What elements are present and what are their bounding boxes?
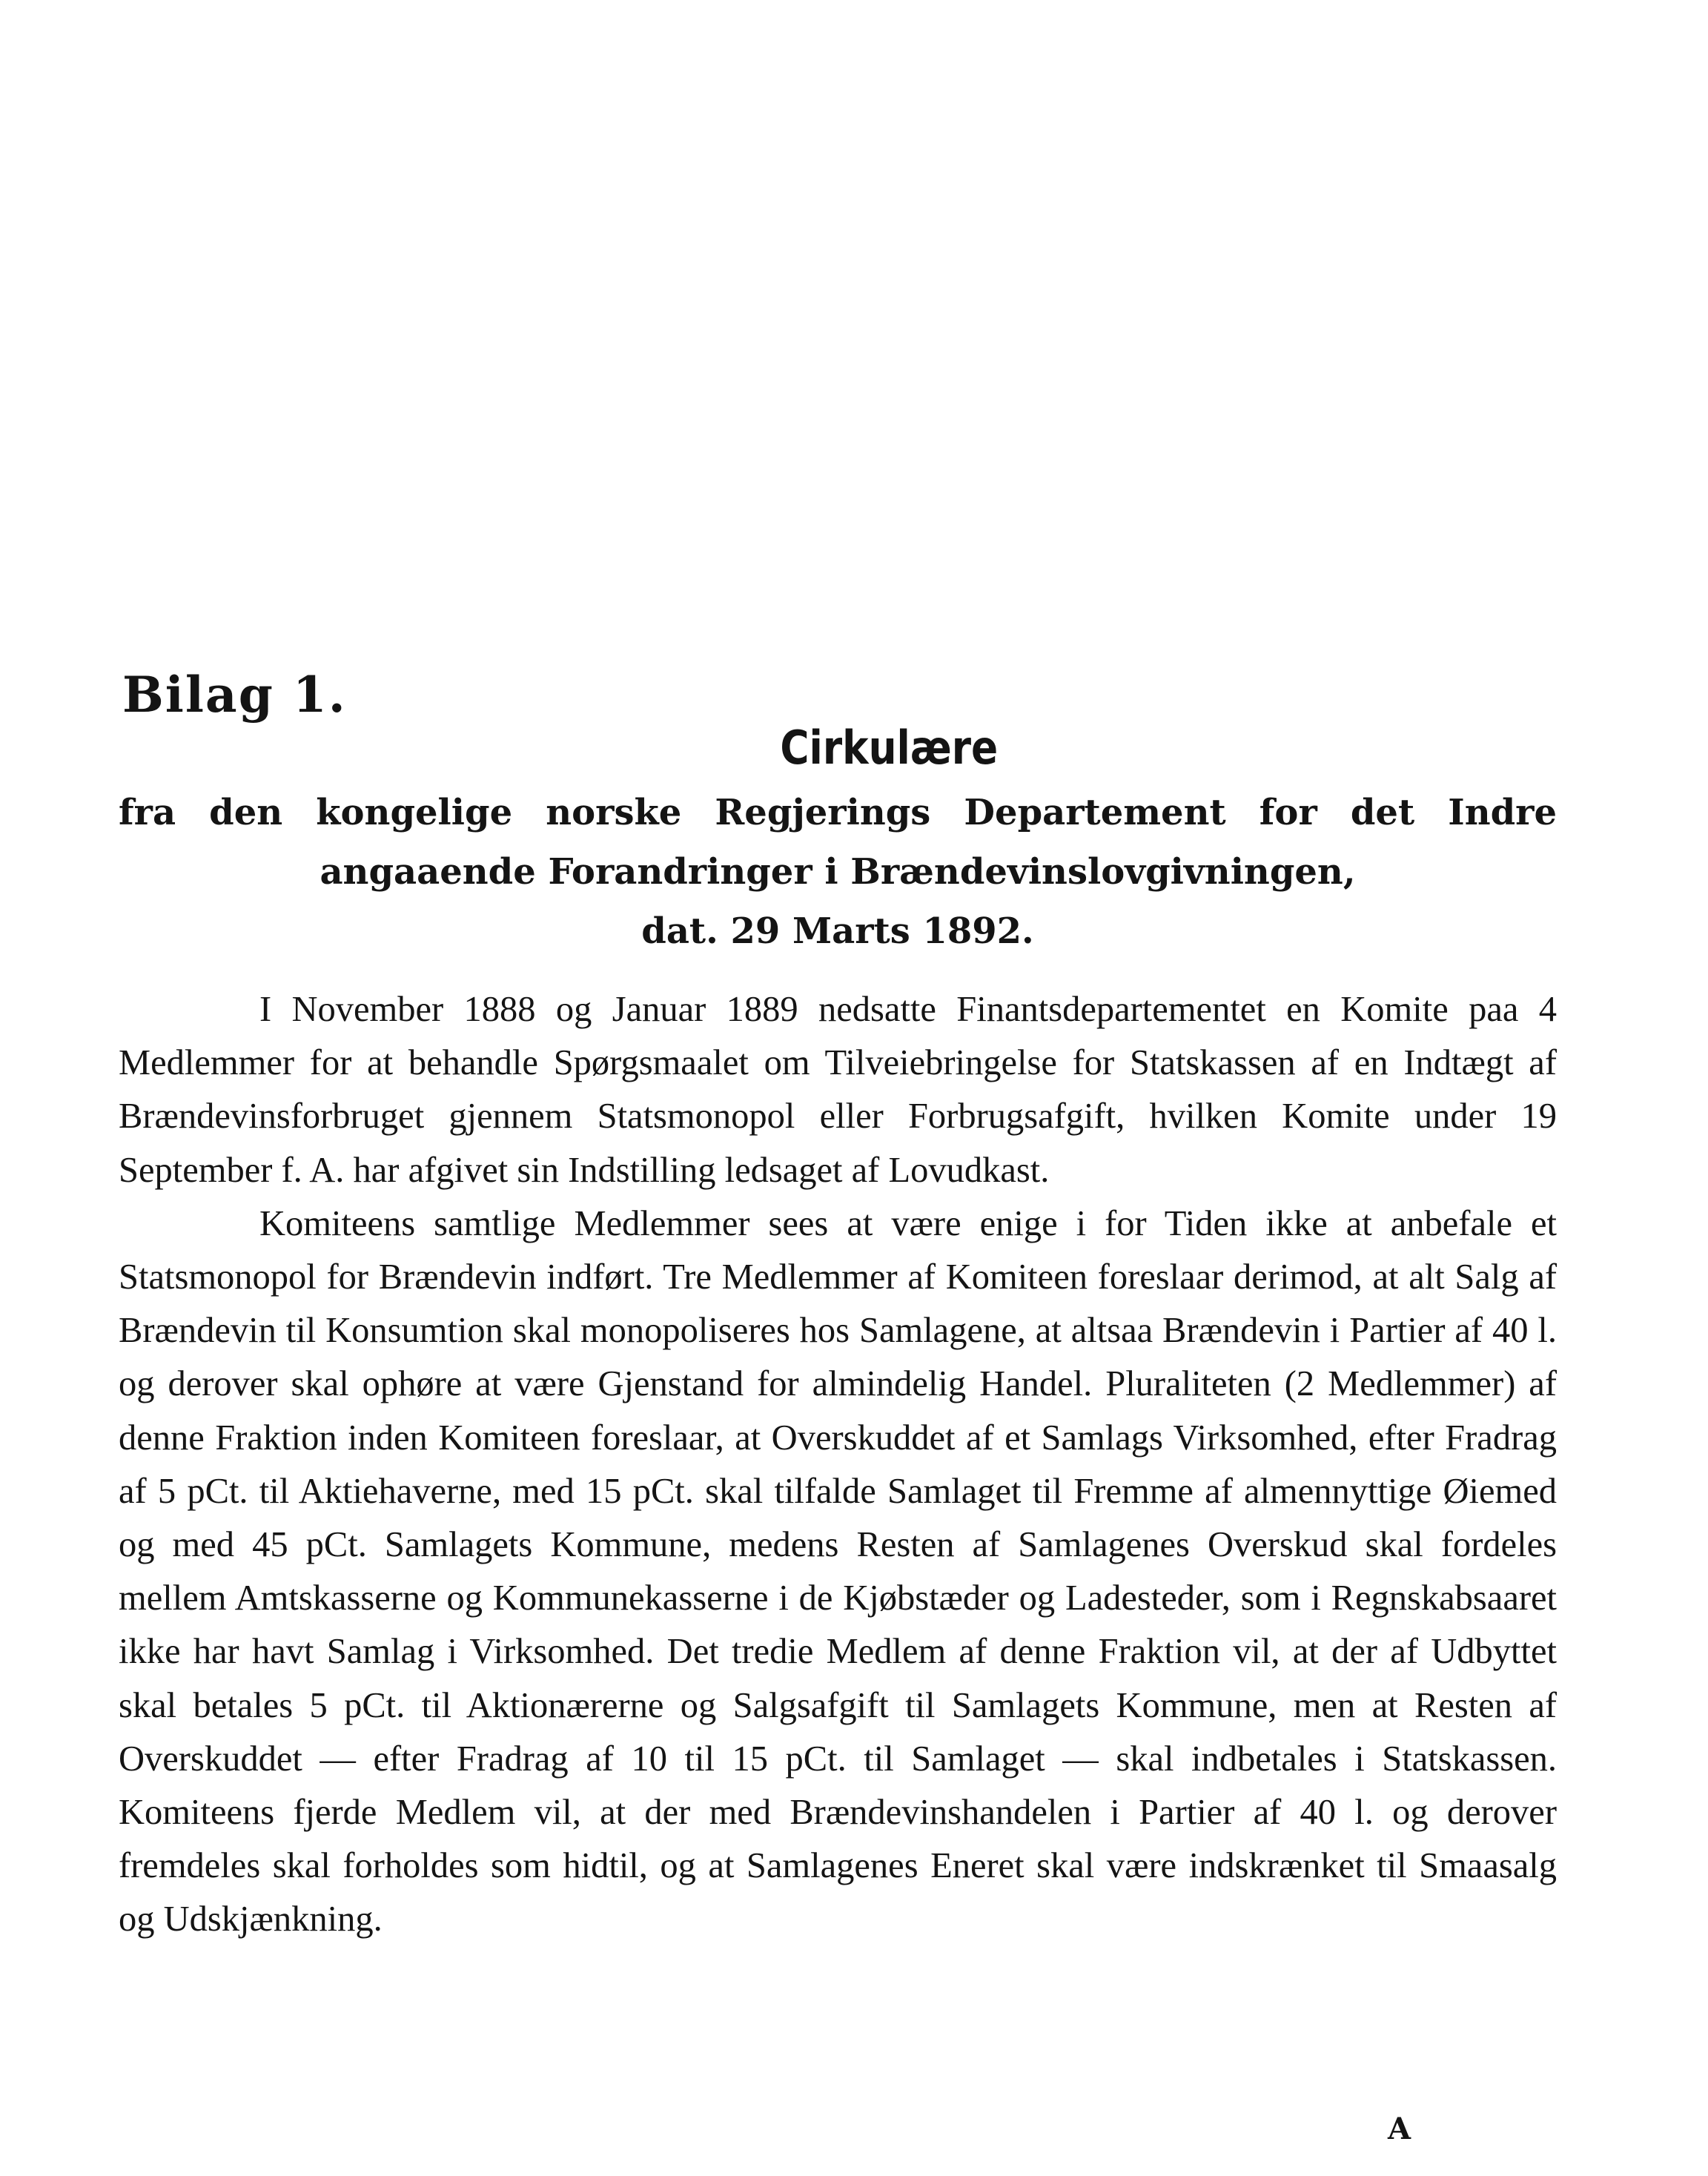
- paragraph: Komiteens samtlige Medlemmer sees at være enige i for Tiden ikke at anbefale et Statsmonopol for Brændevin indført. Tre Medlemmer af Komiteen foreslaar derimod, at alt Salg af Brændevin til Konsumtion skal monopoliseres hos Samlagene, at altsaa Brændevin i Partier af 40 l. og derover skal ophøre at være Gjenstand for almindelig Handel. Pluraliteten (2 Medlemmer) af denne Fraktion inden Komiteen foreslaar, at Overskuddet af et Samlags Virksomhed, efter Fradrag af 5 pCt. til Aktiehaverne, med 15 pCt. skal tilfalde Samlaget til Fremme af almennyttige Øiemed og med 45 pCt. Samlagets Kommune, medens Resten af Samlagenes Overskud skal fordeles mellem Amtskasserne og Kommunekasserne i de Kjøbstæder og Ladesteder, som i Regnskabsaaret ikke har havt Samlag i Virksomhed. Det tredie Medlem af denne Fraktion vil, at der af Udbyttet skal betales 5 pCt. til Aktionærerne og Salgsafgift til Samlagets Kommune, men at Resten af Overskuddet — efter Fradrag af 10 til 15 pCt. til Samlaget — skal indbetales i Statskassen. Komiteens fjerde Medlem vil, at der med Brændevinshandelen i Partier af 40 l. og derover fremdeles skal forholdes som hidtil, og at Samlagenes Eneret skal være indskrænket til Smaasalg og Udskjænkning.: [119, 1203, 1557, 1939]
- appendix-heading: Bilag 1.: [122, 666, 347, 724]
- subtitle-date-line: dat. 29 Marts 1892.: [641, 910, 1034, 952]
- subtitle-line-1: fra den kongelige norske Regjerings Departement for det Indre: [119, 792, 1557, 833]
- paragraph: I November 1888 og Januar 1889 nedsatte Finantsdepartementet en Komite paa 4 Medlemmer for at behandle Spørgsmaalet om Tilveiebringelse for Statskassen af en Indtægt af Brændevinsforbruget gjennem Statsmonopol eller Forbrugsafgift, hvilken Komite under 19 September f. A. har afgivet sin Indstilling ledsaget af Lovudkast.: [119, 990, 1557, 1190]
- subtitle-line-2: angaaende Forandringer i Brændevinslovgivningen,: [320, 851, 1356, 893]
- signature-mark: A: [1388, 2111, 1411, 2146]
- document-title: Cirkulære: [780, 721, 999, 775]
- body-text: [119, 983, 1557, 1947]
